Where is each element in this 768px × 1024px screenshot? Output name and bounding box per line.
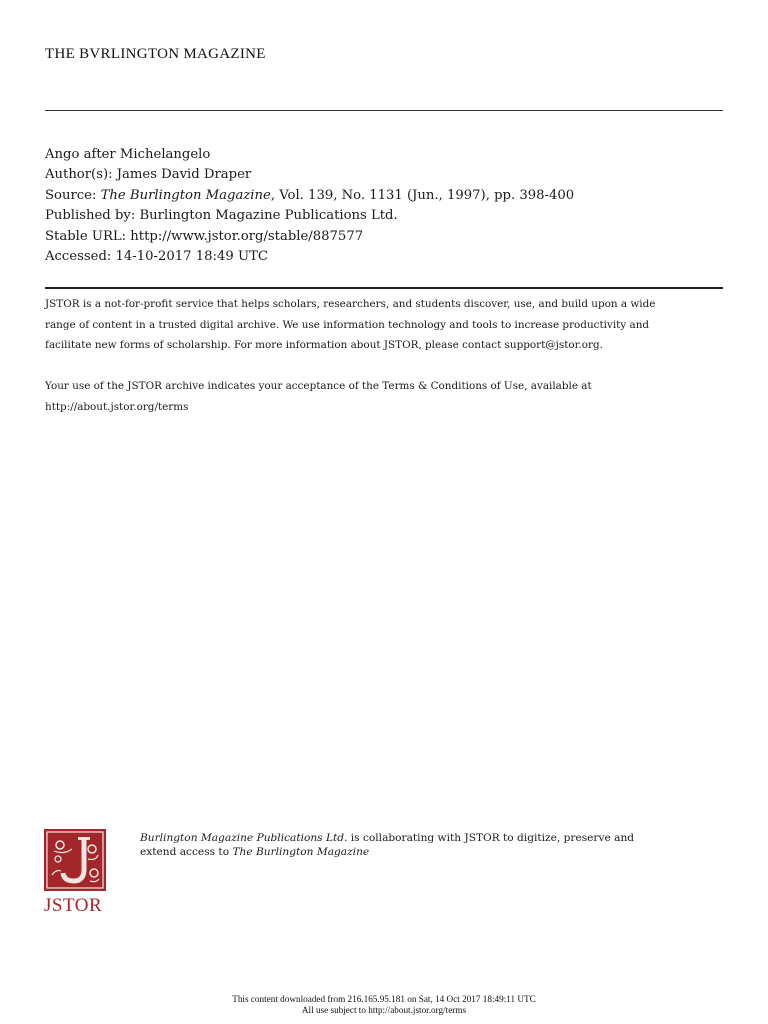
notice-spacer bbox=[45, 356, 725, 377]
collaboration-publisher: Burlington Magazine Publications Ltd. bbox=[140, 832, 348, 844]
terms-line: Your use of the JSTOR archive indicates your acceptance of the Terms & Conditions of Use, available at bbox=[45, 380, 592, 393]
article-author-line bbox=[45, 165, 574, 185]
source-details: , Vol. 139, No. 1131 (Jun., 1997), pp. 398-400 bbox=[270, 187, 575, 203]
source-journal: The Burlington Magazine bbox=[100, 187, 271, 203]
notice-line: range of content in a trusted digital archive. We use information technology and tools to increase productivity and bbox=[45, 318, 650, 331]
footer-terms-line: All use subject to http://about.jstor.org/terms bbox=[301, 1004, 467, 1015]
jstor-logo-text: JSTOR bbox=[44, 895, 103, 916]
author-prefix: Author(s): bbox=[45, 167, 117, 183]
notice-line: JSTOR is a not-for-profit service that helps scholars, researchers, and students discover, use, and build upon a wide bbox=[45, 298, 656, 310]
collaboration-text: is collaborating with JSTOR to digitize, preserve and bbox=[347, 832, 635, 844]
masthead: THE BVRLINGTON MAGAZINE bbox=[45, 46, 266, 62]
collaboration-statement bbox=[140, 832, 700, 859]
accessed-date: 14-10-2017 18:49 UTC bbox=[115, 249, 268, 265]
jstor-notice bbox=[45, 294, 725, 418]
collaboration-line bbox=[140, 846, 700, 860]
article-source-line bbox=[45, 186, 574, 206]
accessed-prefix: Accessed: bbox=[45, 249, 116, 265]
article-metadata bbox=[45, 145, 574, 267]
metadata-divider bbox=[45, 287, 723, 289]
article-accessed-line bbox=[45, 247, 574, 267]
terms-link[interactable]: http://about.jstor.org/terms bbox=[45, 400, 189, 413]
header-divider bbox=[45, 110, 723, 111]
jstor-logo-icon bbox=[44, 829, 106, 891]
author-name: James David Draper bbox=[116, 167, 252, 183]
url-prefix: Stable URL: bbox=[45, 228, 131, 244]
footer-download-line: This content downloaded from 216.165.95.181 on Sat, 14 Oct 2017 18:49:11 UTC bbox=[232, 994, 536, 1004]
publisher-name: Burlington Magazine Publications Ltd. bbox=[139, 208, 398, 224]
source-prefix: Source: bbox=[45, 187, 101, 203]
notice-line: facilitate new forms of scholarship. For more information about JSTOR, please contact support@jstor.org. bbox=[45, 339, 603, 352]
collaboration-journal: The Burlington Magazine bbox=[232, 845, 370, 858]
article-url-line bbox=[45, 227, 574, 247]
jstor-logo bbox=[44, 829, 108, 921]
collaboration-prefix: extend access to bbox=[140, 845, 233, 858]
stable-url-link[interactable]: http://www.jstor.org/stable/887577 bbox=[130, 228, 364, 244]
download-footer bbox=[0, 994, 768, 1015]
collaboration-line bbox=[140, 832, 700, 846]
article-publisher-line bbox=[45, 206, 574, 226]
article-title: Ango after Michelangelo bbox=[45, 147, 211, 162]
publisher-prefix: Published by: bbox=[45, 208, 140, 224]
